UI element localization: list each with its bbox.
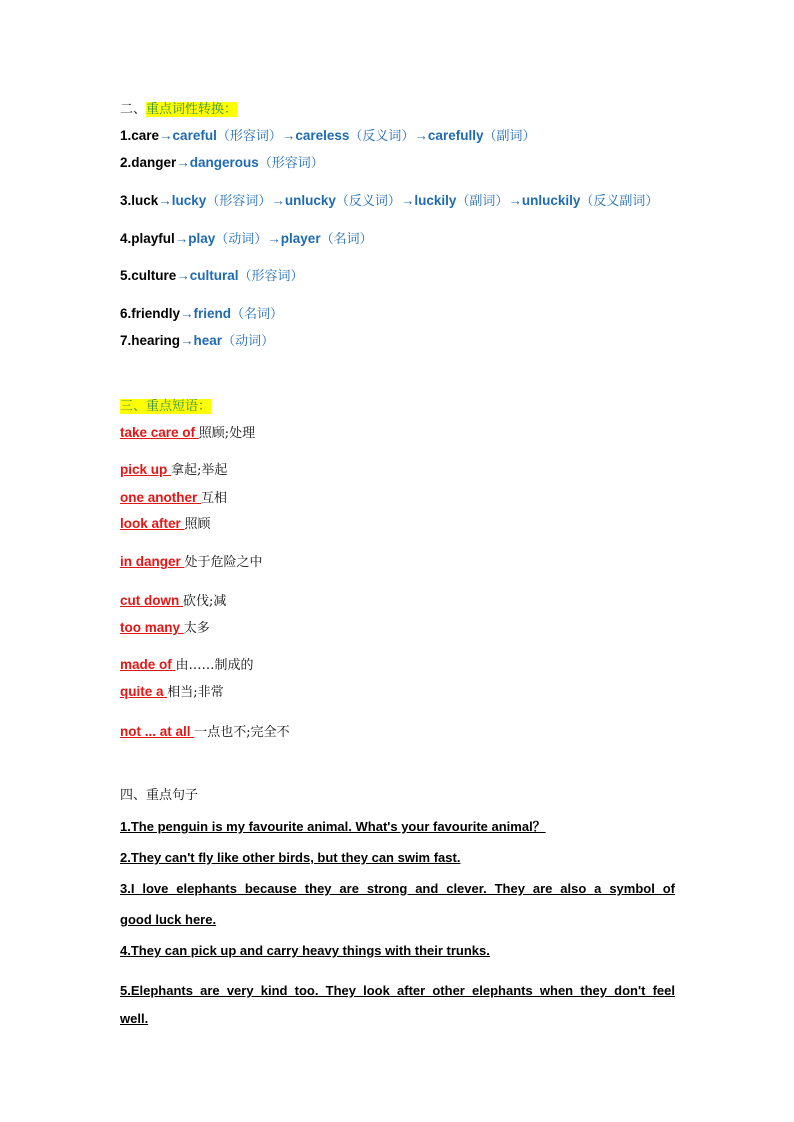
word-form: 2.danger <box>120 155 177 170</box>
phrase-item <box>120 683 224 702</box>
phrase-meaning: 太多 <box>183 621 210 636</box>
part-of-speech-label: （名词） <box>231 307 284 322</box>
section4-heading <box>120 786 198 805</box>
phrase-text: too many <box>120 620 184 635</box>
part-of-speech-label: （副词） <box>483 129 536 144</box>
sentence-text: good luck here. <box>120 912 217 927</box>
phrase-meaning: 照顾;处理 <box>198 426 256 441</box>
phrase-item <box>120 553 263 572</box>
word-form: →play <box>174 231 216 246</box>
sentence-text: 5.Elephants are very kind too. They look after other elephants when they don't feel <box>120 983 675 998</box>
part-of-speech-label: （副词） <box>456 194 509 209</box>
word-conversion-item <box>120 154 324 173</box>
section2-heading-highlight: 重点词性转换： <box>146 102 238 117</box>
phrase-item <box>120 723 290 742</box>
phrase-item <box>120 515 211 534</box>
phrase-text: pick up <box>120 462 172 477</box>
phrase-text: cut down <box>120 593 183 608</box>
sentence-text: 3.I love elephants because they are strong and clever. They are also a symbol of <box>120 881 675 896</box>
sentence-line <box>120 818 546 836</box>
word-conversion-item <box>120 127 535 146</box>
part-of-speech-label: （名词） <box>320 232 373 247</box>
word-conversion-item <box>120 332 274 351</box>
part-of-speech-label: （反义副词） <box>580 194 659 209</box>
word-form: →lucky <box>158 193 207 208</box>
phrase-item <box>120 619 210 638</box>
sentence-text: 2.They can't fly like other birds, but they can swim fast. <box>120 850 461 865</box>
part-of-speech-label: （形容词） <box>238 269 304 284</box>
section2-heading <box>120 100 237 119</box>
section2-heading-prefix: 二、 <box>120 102 147 117</box>
sentence-text: 1.The penguin is my favourite animal. What's your favourite animal？ <box>120 819 546 834</box>
sentence-line <box>120 880 675 898</box>
word-form: 5.culture <box>120 268 177 283</box>
word-form: →hear <box>180 333 223 348</box>
part-of-speech-label: （动词） <box>222 334 275 349</box>
word-form: →careful <box>159 128 217 143</box>
phrase-meaning: 互相 <box>201 491 228 506</box>
sentence-text: 4.They can pick up and carry heavy things with their trunks. <box>120 943 490 958</box>
part-of-speech-label: （形容词） <box>258 156 324 171</box>
word-conversion-item <box>120 267 304 286</box>
phrase-item <box>120 424 255 443</box>
phrase-meaning: 砍伐;减 <box>183 594 227 609</box>
phrase-text: one another <box>120 490 202 505</box>
phrase-text: made of <box>120 657 176 672</box>
sentence-line <box>120 911 216 929</box>
phrase-item <box>120 656 254 675</box>
phrase-text: look after <box>120 516 185 531</box>
word-form: 3.luck <box>120 193 159 208</box>
phrase-meaning: 由……制成的 <box>175 658 254 673</box>
phrase-item <box>120 461 227 480</box>
section3-heading-highlight: 三、重点短语： <box>120 399 212 414</box>
sentence-line <box>120 942 490 960</box>
phrase-meaning: 相当;非常 <box>167 685 224 700</box>
part-of-speech-label: （反义词） <box>335 194 401 209</box>
part-of-speech-label: （形容词） <box>206 194 272 209</box>
word-form: 4.playful <box>120 231 175 246</box>
word-form: →friend <box>180 306 232 321</box>
sentence-line <box>120 982 675 1000</box>
word-form: →careless <box>281 128 350 143</box>
phrase-text: in danger <box>120 554 185 569</box>
part-of-speech-label: （形容词） <box>216 129 282 144</box>
word-form: →cultural <box>176 268 239 283</box>
phrase-item <box>120 592 226 611</box>
word-conversion-item <box>120 230 373 249</box>
word-form: →unlucky <box>271 193 336 208</box>
phrase-meaning: 处于危险之中 <box>184 555 263 570</box>
word-form: →luckily <box>400 193 457 208</box>
sentence-line <box>120 849 460 867</box>
phrase-text: not ... at all <box>120 724 195 739</box>
phrase-meaning: 拿起;举起 <box>171 463 228 478</box>
part-of-speech-label: （动词） <box>215 232 268 247</box>
word-conversion-item <box>120 192 658 211</box>
word-form: →unluckily <box>508 193 581 208</box>
word-form: →dangerous <box>176 155 259 170</box>
phrase-text: take care of <box>120 425 199 440</box>
section4-heading-text: 四、重点句子 <box>120 788 199 803</box>
phrase-meaning: 照顾 <box>184 517 211 532</box>
sentence-line <box>120 1010 148 1028</box>
phrase-meaning: 一点也不;完全不 <box>194 725 290 740</box>
section3-heading <box>120 397 211 416</box>
word-form: →carefully <box>414 128 484 143</box>
sentence-text: well. <box>120 1011 149 1026</box>
phrase-item <box>120 489 227 508</box>
part-of-speech-label: （反义词） <box>349 129 415 144</box>
word-conversion-item <box>120 305 283 324</box>
phrase-text: quite a <box>120 684 168 699</box>
word-form: 6.friendly <box>120 306 181 321</box>
word-form: →player <box>267 231 321 246</box>
word-form: 7.hearing <box>120 333 181 348</box>
word-form: 1.care <box>120 128 160 143</box>
